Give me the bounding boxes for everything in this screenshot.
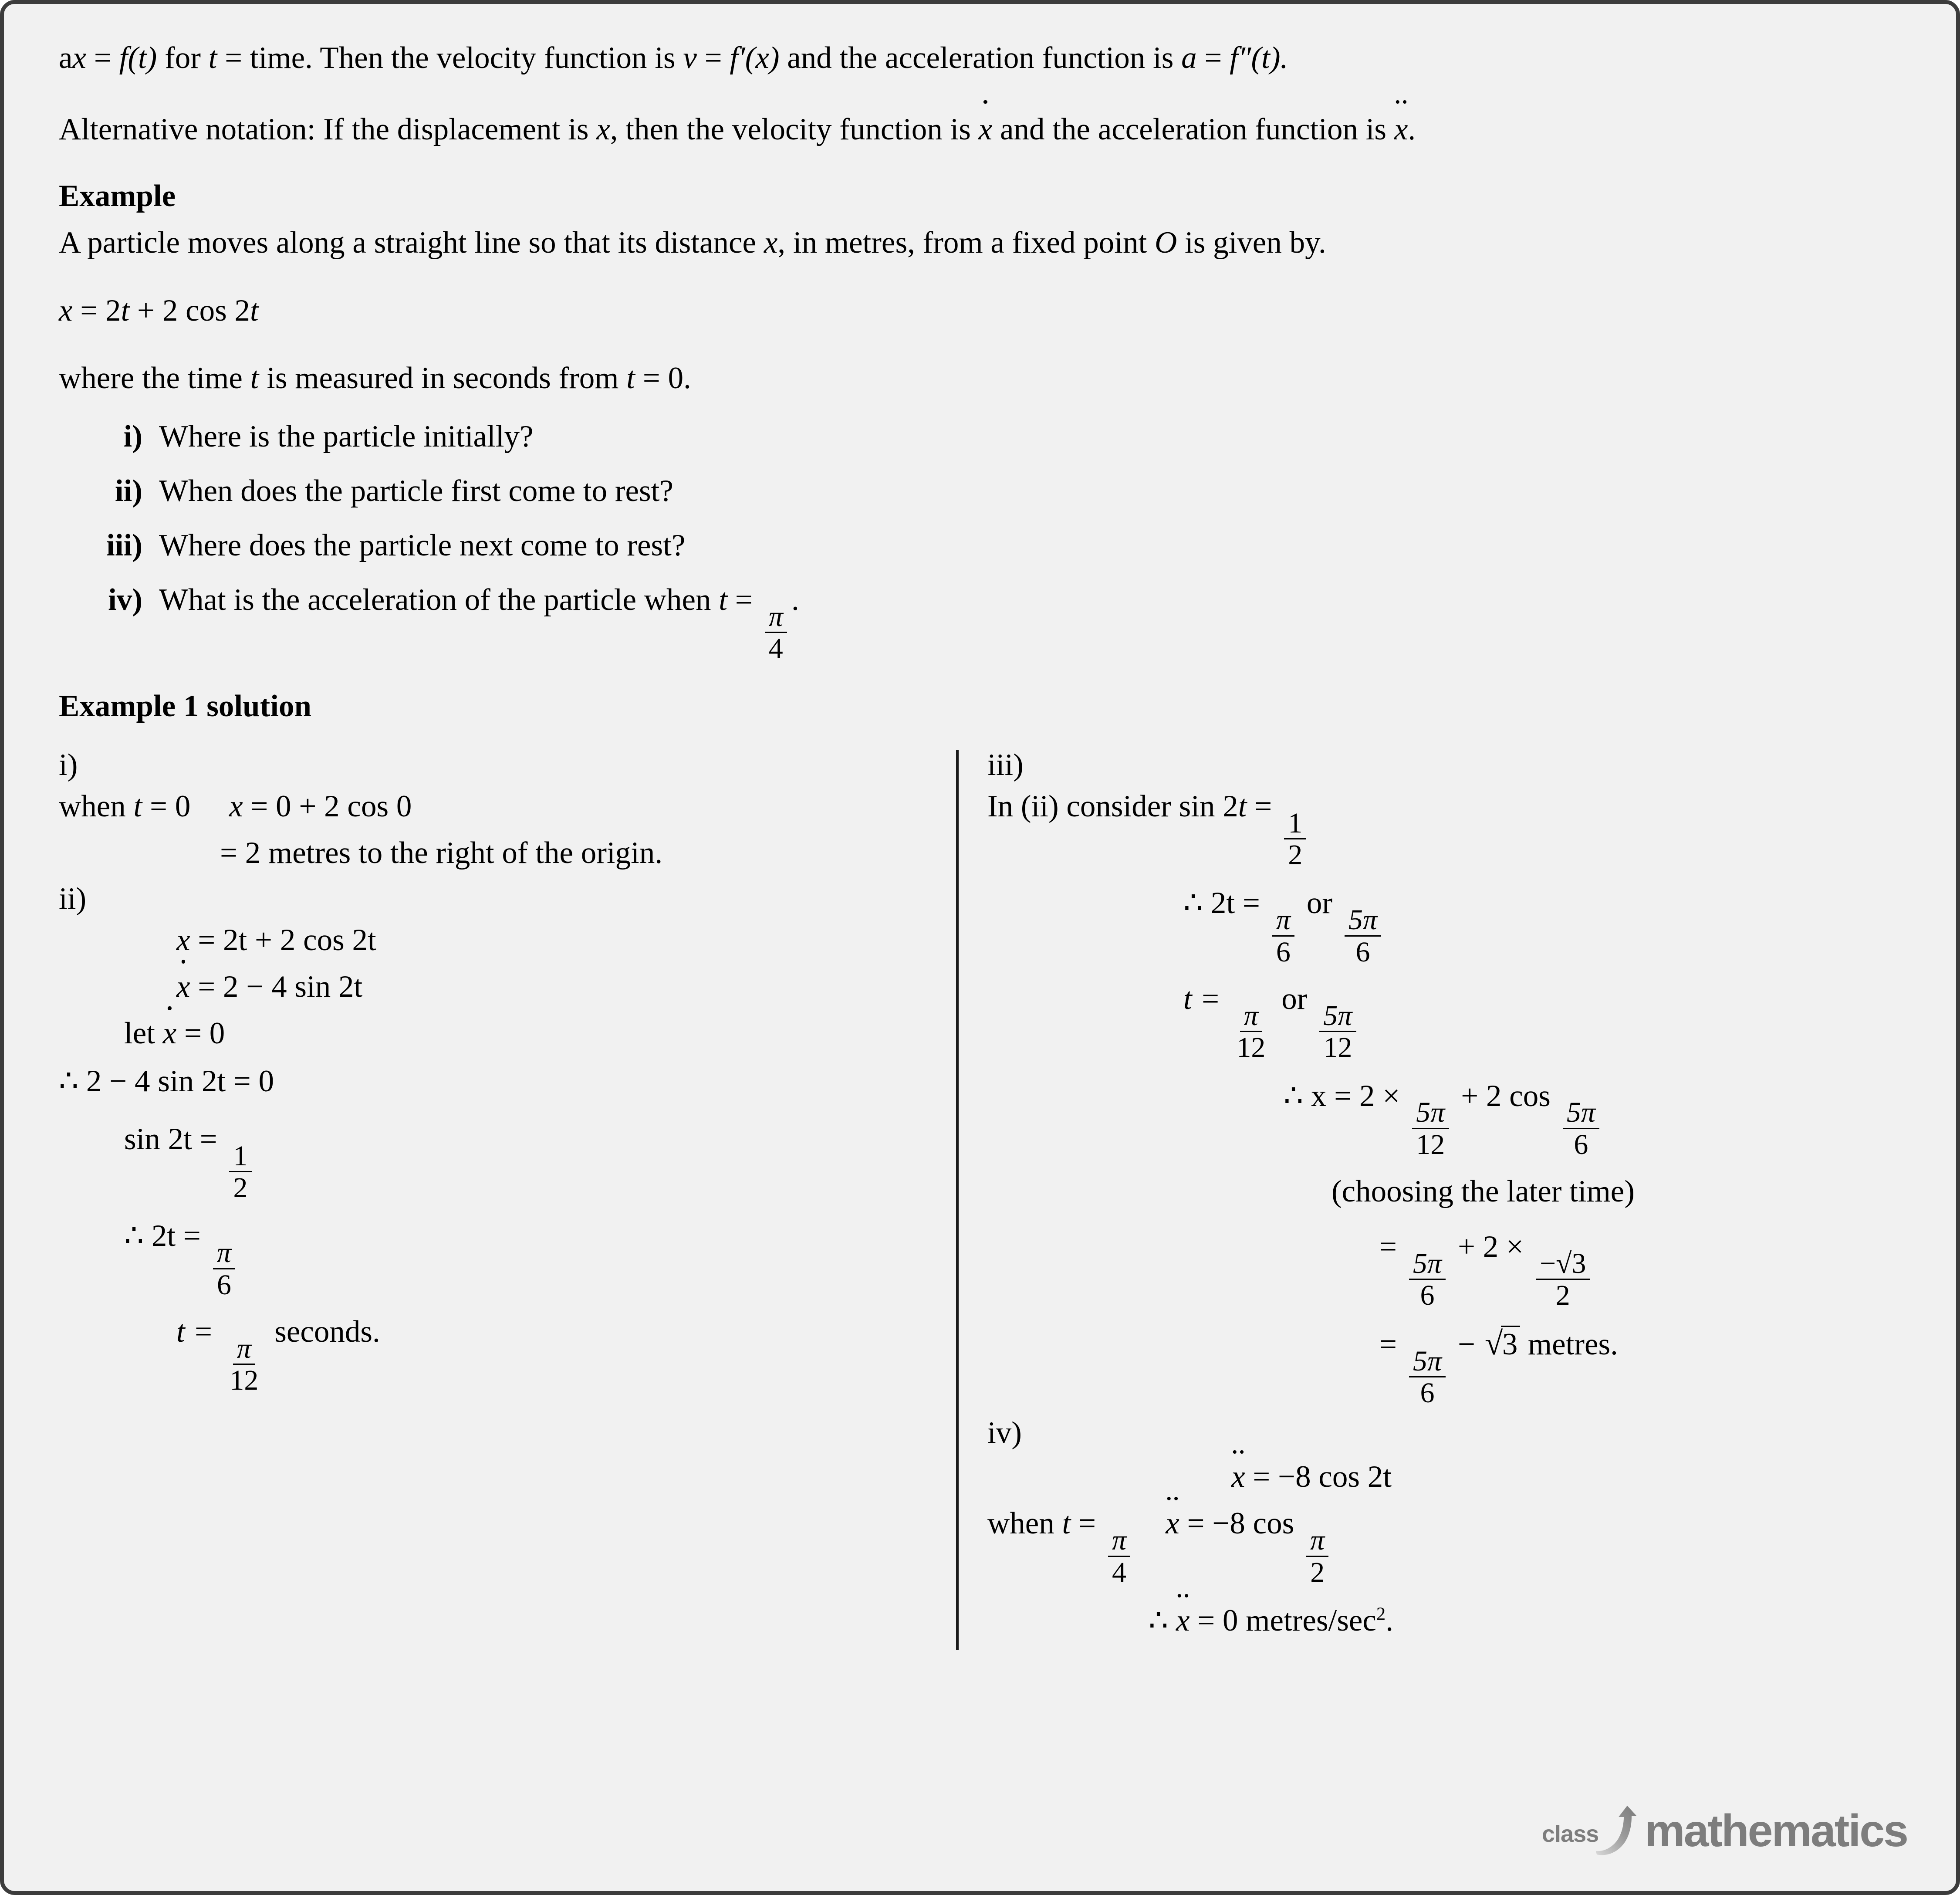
- q4-eq: =: [727, 583, 760, 617]
- riii4-num1: 5π: [1412, 1098, 1449, 1129]
- riv2-fraction-1: [1108, 1526, 1131, 1587]
- question-text-i: Where is the particle initially?: [159, 420, 534, 454]
- timenote-part2: is measured in seconds from: [259, 361, 627, 395]
- q4-fraction: [765, 602, 787, 663]
- lii6-fraction: [213, 1238, 236, 1299]
- riv3-superscript: 2: [1376, 1604, 1386, 1624]
- altnote-var-xddot: x: [1394, 109, 1408, 149]
- riii1-eq: =: [1247, 789, 1280, 823]
- riii6-den1: 6: [1420, 1279, 1435, 1312]
- riv2-den1: 4: [1112, 1556, 1127, 1588]
- time-note-paragraph: [59, 358, 1914, 398]
- question-label-i: i): [123, 420, 142, 454]
- riv2-num2: π: [1306, 1526, 1329, 1557]
- altnote-part3: and the acceleration function is: [992, 112, 1394, 147]
- lii5-lhs: sin 2t =: [124, 1122, 225, 1156]
- riii1-den: 2: [1288, 839, 1303, 871]
- question-label-iv: iv): [108, 583, 142, 617]
- left-line-i-1: [59, 789, 930, 824]
- displacement-equation: [59, 293, 1914, 328]
- riii4-fraction-2: [1563, 1098, 1600, 1159]
- left-line-ii-3: [124, 1016, 930, 1051]
- li1-spacer: [190, 789, 229, 823]
- riii7-radical: [1483, 1325, 1520, 1363]
- riii1-t: t: [1238, 789, 1247, 823]
- logo-class-text: class: [1542, 1821, 1599, 1847]
- riv3-lhs: ∴: [1149, 1603, 1176, 1638]
- riii2-or: or: [1299, 886, 1340, 920]
- question-list: [59, 419, 1914, 663]
- intro-fprime: f: [730, 41, 739, 75]
- disp-eq-sign: = 2: [72, 293, 121, 328]
- riv2-when: when: [987, 1506, 1062, 1541]
- intro-eq1: =: [86, 41, 119, 75]
- right-line-iii-4: [1284, 1077, 1914, 1160]
- disp-plus: + 2 cos 2: [129, 293, 250, 328]
- lii1-x: x: [176, 923, 190, 957]
- left-tag-ii: ii): [59, 881, 87, 916]
- intro-text-c: = time. Then the velocity function is: [217, 41, 683, 75]
- left-line-ii-2: [176, 969, 930, 1005]
- riv2-num1: π: [1108, 1526, 1131, 1557]
- riii7-tail: metres.: [1520, 1327, 1618, 1361]
- riii3-or: or: [1274, 981, 1315, 1016]
- riii7-fraction: [1409, 1347, 1446, 1408]
- riii7-den1: 6: [1420, 1377, 1435, 1409]
- q4-var-t: t: [719, 583, 728, 617]
- q4-text-after: .: [791, 583, 799, 617]
- question-text-iv: [159, 582, 1914, 663]
- riii3-fraction-1: [1233, 1001, 1269, 1063]
- lii7-num: π: [233, 1334, 256, 1365]
- riii3-den1: 12: [1237, 1032, 1266, 1064]
- alternative-notation-paragraph: [59, 109, 1914, 149]
- intro-text-a: a: [59, 41, 73, 75]
- altnote-var-x: x: [596, 112, 610, 147]
- disp-lhs: x: [59, 293, 73, 328]
- riv2-t: t: [1062, 1506, 1071, 1541]
- lii7-fraction: [226, 1334, 262, 1395]
- li1-rhs: = 0 + 2 cos 0: [243, 789, 412, 823]
- riii7-minus: −: [1450, 1327, 1483, 1361]
- right-line-iii-1: [987, 789, 1914, 870]
- lii5-fraction: [229, 1141, 251, 1203]
- right-tag-iii: iii): [987, 748, 1024, 782]
- riii6-num2: −√3: [1536, 1249, 1590, 1280]
- solution-left-column: [59, 748, 956, 1650]
- question-item-iv: [59, 582, 1914, 663]
- q4-frac-num: π: [765, 602, 787, 633]
- timenote-part3: = 0.: [635, 361, 691, 395]
- riii4-fraction-1: [1412, 1098, 1449, 1159]
- riii2-fraction-2: [1345, 905, 1382, 967]
- left-line-i-2: = 2 metres to the right of the origin.: [220, 836, 663, 870]
- question-text-ii: When does the particle first come to rest?: [159, 474, 673, 508]
- riv1-rhs: = −8 cos 2t: [1245, 1460, 1392, 1494]
- disp-t1: t: [121, 293, 130, 328]
- intro-prime-x: ′(x): [738, 41, 780, 75]
- riii4-lhs: ∴ x = 2 ×: [1284, 1079, 1408, 1113]
- riv2-rhs: = −8 cos: [1179, 1506, 1302, 1541]
- riii4-num2: 5π: [1563, 1098, 1600, 1129]
- exintro-part3: is given by.: [1177, 225, 1326, 260]
- riv2-fraction-2: [1306, 1526, 1329, 1587]
- example-heading: Example: [59, 179, 176, 213]
- riv3-tail: .: [1386, 1603, 1393, 1638]
- lii6-num: π: [213, 1238, 236, 1269]
- riii1-num: 1: [1284, 809, 1306, 839]
- disp-t2: t: [250, 293, 259, 328]
- lii6-lhs: ∴ 2t =: [124, 1219, 209, 1253]
- intro-var-t: t: [208, 41, 217, 75]
- question-item-i: [59, 419, 1914, 454]
- left-line-ii-5: [124, 1122, 930, 1203]
- riv1-xddot: x: [1231, 1460, 1245, 1494]
- right-line-iv-1: [1231, 1459, 1914, 1495]
- lii5-den: 2: [233, 1172, 248, 1204]
- question-label-iii: iii): [106, 528, 142, 563]
- q4-frac-den: 4: [768, 633, 783, 665]
- intro-text-e: and the acceleration function is: [779, 41, 1182, 75]
- solution-heading: Example 1 solution: [59, 689, 311, 723]
- exintro-part1: A particle moves along a straight line so that its distance: [59, 225, 764, 260]
- logo-mathematics-text: mathematics: [1645, 1806, 1907, 1856]
- altnote-part4: .: [1408, 112, 1416, 147]
- riii3-den2: 12: [1323, 1032, 1352, 1064]
- right-line-iii-7: [1379, 1325, 1914, 1408]
- right-line-iv-3: [1149, 1602, 1914, 1638]
- right-tag-iv: iv): [987, 1416, 1022, 1450]
- timenote-var-t: t: [250, 361, 259, 395]
- right-line-iii-3: [1183, 981, 1914, 1063]
- riii1-fraction: [1284, 809, 1306, 870]
- riv2-spacer: [1135, 1506, 1166, 1540]
- exintro-var-o: O: [1154, 225, 1177, 260]
- timenote-var-t2: t: [626, 361, 635, 395]
- lii2-rhs: = 2 − 4 sin 2t: [190, 969, 363, 1004]
- left-tag-i: i): [59, 748, 78, 782]
- riii6-num1: 5π: [1409, 1249, 1446, 1280]
- intro-f: f: [119, 41, 128, 75]
- riii3-fraction-2: [1319, 1001, 1356, 1063]
- riii2-lhs: ∴ 2t =: [1183, 886, 1268, 920]
- intro-text-g: ″(t).: [1238, 41, 1288, 75]
- intro-t-arg: (t): [128, 41, 157, 75]
- riii2-fraction-1: [1272, 905, 1295, 967]
- question-label-ii: ii): [115, 474, 142, 508]
- lii7-tail: seconds.: [267, 1314, 380, 1349]
- exintro-var-x: x: [764, 225, 778, 260]
- intro-var-a: a: [1181, 41, 1197, 75]
- riii6-eq: =: [1379, 1230, 1405, 1264]
- left-line-ii-7: [176, 1314, 930, 1395]
- riv3-xddot: x: [1176, 1603, 1190, 1638]
- left-line-ii-1: [176, 923, 930, 958]
- riv2-den2: 2: [1310, 1556, 1325, 1588]
- solution-right-column: [959, 748, 1914, 1650]
- riii7-radicand: 3: [1501, 1326, 1520, 1361]
- example-intro-paragraph: [59, 223, 1914, 263]
- riii4-den2: 6: [1574, 1128, 1588, 1161]
- question-item-ii: [59, 474, 1914, 509]
- lii6-den: 6: [216, 1269, 231, 1301]
- right-line-iii-5: (choosing the later time): [1331, 1174, 1635, 1209]
- lii5-num: 1: [229, 1141, 251, 1172]
- riii2-num1: π: [1272, 905, 1295, 936]
- lii3-rhs: = 0: [176, 1016, 225, 1050]
- brand-logo: [1542, 1792, 1907, 1857]
- riii6-mid: + 2 ×: [1450, 1230, 1531, 1264]
- altnote-var-xdot: x: [979, 109, 993, 149]
- lii2-xdot: x: [176, 969, 190, 1004]
- altnote-part2: , then the velocity function is: [610, 112, 979, 147]
- li1-when: when: [59, 789, 134, 823]
- right-line-iii-2: [1183, 884, 1914, 967]
- riii3-lhs: t =: [1183, 981, 1229, 1016]
- riii7-eq: =: [1379, 1327, 1405, 1361]
- riii3-num2: 5π: [1319, 1001, 1356, 1032]
- radical-sign-icon: √: [1485, 1325, 1503, 1362]
- riv2-eq: =: [1071, 1506, 1104, 1541]
- li1-t: t: [133, 789, 142, 823]
- lii3-xdot: x: [162, 1016, 177, 1050]
- q4-text-before: What is the acceleration of the particle when: [159, 583, 719, 617]
- riii2-den2: 6: [1355, 936, 1370, 968]
- exintro-part2: , in metres, from a fixed point: [777, 225, 1155, 260]
- intro-text-b: for: [157, 41, 209, 75]
- intro-eq3: =: [1196, 41, 1230, 75]
- lii3-let: let: [124, 1016, 163, 1050]
- riii4-den1: 12: [1416, 1128, 1445, 1161]
- riii6-fraction-1: [1409, 1249, 1446, 1310]
- right-line-iv-2: [987, 1506, 1914, 1587]
- left-line-ii-4: ∴ 2 − 4 sin 2t = 0: [59, 1064, 274, 1098]
- intro-var-v: v: [683, 41, 697, 75]
- riv2-xddot: x: [1166, 1506, 1179, 1541]
- riv3-rhs: = 0 metres/sec: [1190, 1603, 1376, 1638]
- left-line-ii-6: [124, 1217, 930, 1299]
- question-item-iii: [59, 528, 1914, 563]
- riii4-mid: + 2 cos: [1453, 1079, 1558, 1113]
- riii1-lead: In (ii) consider sin 2: [987, 789, 1238, 823]
- intro-var-x: x: [72, 41, 87, 75]
- intro-paragraph: [59, 38, 1914, 78]
- intro-fdprime: f: [1230, 41, 1238, 75]
- riii7-num1: 5π: [1409, 1347, 1446, 1377]
- lii1-rhs: = 2t + 2 cos 2t: [190, 923, 376, 957]
- riii2-num2: 5π: [1345, 905, 1382, 936]
- lii7-lhs: t =: [176, 1314, 222, 1349]
- question-text-iii: Where does the particle next come to rest?: [159, 528, 686, 563]
- right-line-iii-6: [1379, 1229, 1914, 1310]
- swoosh-arrow-icon: [1595, 1806, 1647, 1857]
- li1-x: x: [229, 789, 243, 823]
- altnote-part1: Alternative notation: If the displacement is: [59, 112, 597, 147]
- riii6-den2: 2: [1555, 1279, 1570, 1312]
- riii6-fraction-2: [1536, 1249, 1590, 1310]
- riii3-num1: π: [1240, 1001, 1263, 1032]
- li1-eq: = 0: [142, 789, 191, 823]
- timenote-part1: where the time: [59, 361, 250, 395]
- intro-eq2: =: [696, 41, 730, 75]
- lii7-den: 12: [230, 1364, 259, 1397]
- solution-columns: [59, 748, 1914, 1650]
- riii2-den1: 6: [1276, 936, 1291, 968]
